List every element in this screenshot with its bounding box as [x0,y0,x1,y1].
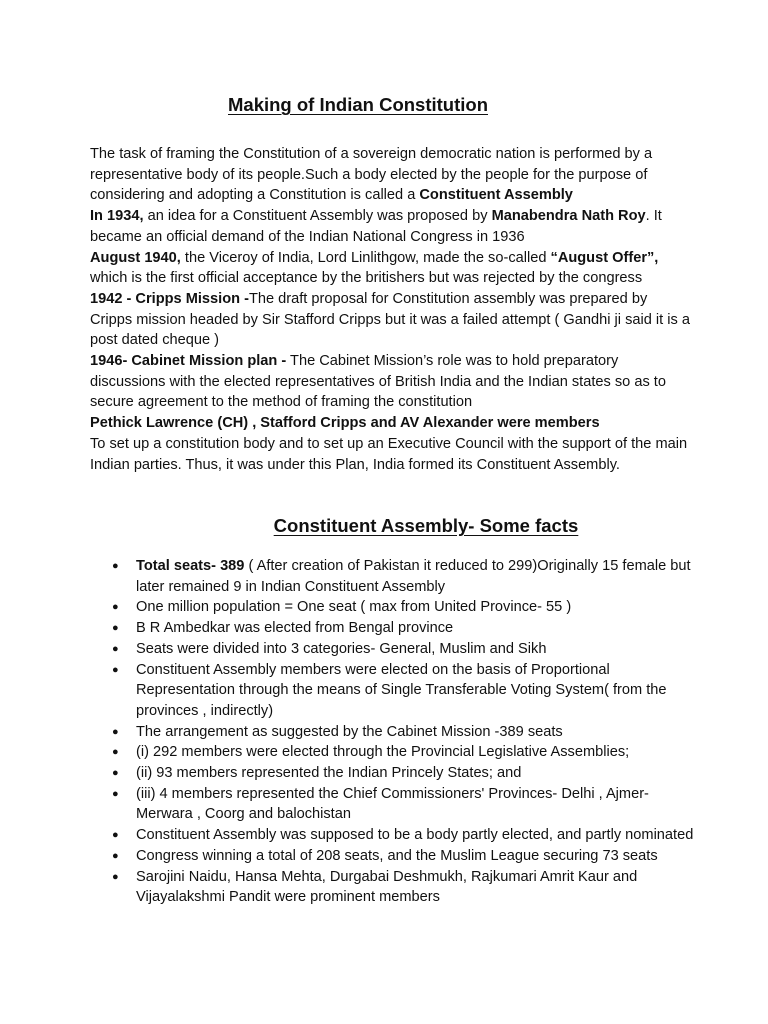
bold-text-span: 1946- Cabinet Mission plan - [90,353,287,370]
text-span: (iii) 4 members represented the Chief Commissioners' Provinces- Delhi , Ajmer-Merwara , Coorg and balochistan [136,785,649,823]
text-span: B R Ambedkar was elected from Bengal province [136,620,454,637]
paragraph [90,434,690,475]
text-span: To set up a constitution body and to set up an Executive Council with the support of the main Indian parties. Thus, it was under this Plan, India formed its Constituent Assembly. [90,435,688,473]
section-title: Constituent Assembly- Some facts [273,515,579,536]
text-span: The arrangement as suggested by the Cabinet Mission -389 seats [136,723,563,740]
text-span: (i) 292 members were elected through the Provincial Legislative Assemblies; [136,744,630,761]
text-span: Seats were divided into 3 categories- General, Muslim and Sikh [136,640,547,657]
list-item [136,597,696,618]
text-span: (ii) 93 members represented the Indian Princely States; and [136,765,522,782]
list-item [136,639,696,660]
text-span: Sarojini Naidu, Hansa Mehta, Durgabai Deshmukh, Rajkumari Amrit Kaur and Vijayalakshmi Pandit were prominent members [136,868,638,906]
paragraph [90,248,690,289]
text-span: Congress winning a total of 208 seats, and the Muslim League securing 73 seats [136,847,658,864]
paragraph [90,144,690,206]
bold-text-span: Total seats- 389 [136,558,245,574]
list-item [136,867,696,908]
bold-text-span: “August Offer”, [550,249,659,266]
bold-text-span: August 1940, [90,249,181,266]
bold-text-span: Constituent Assembly [419,187,573,204]
paragraph [90,206,690,247]
paragraph [90,289,690,351]
list-item [136,742,696,763]
text-span: The task of framing the Constitution of a sovereign democratic nation is performed by a representative body of its people.Such a body elected by the people for the purpose of considering and adopting a Constitution is called a [90,146,653,204]
paragraph [90,351,690,413]
list-item [136,846,696,867]
list-item [136,556,696,597]
text-span: One million population = One seat ( max from United Province- 55 ) [136,599,572,616]
list-item [136,763,696,784]
bold-text-span: Pethick Lawrence (CH) , Stafford Cripps and AV Alexander were members [90,415,600,432]
text-span: . It became an official demand of the Indian National Congress in 1936 [90,208,662,245]
text-span: Constituent Assembly members were elected on the basis of Proportional Representation through the means of Single Transferable Voting System( from the provinces , indirectly) [136,661,667,719]
text-span: The draft proposal for Constitution assembly was prepared by Cripps mission headed by Sir Stafford Cripps but it was a failed attempt ( Gandhi ji said it is a post dated cheque ) [90,290,690,349]
text-span: an idea for a Constituent Assembly was proposed by [143,208,492,225]
intro-body [90,144,690,475]
facts-list [136,556,696,908]
text-span: which is the first official acceptance by the britishers but was rejected by the congress [90,270,643,287]
paragraph [90,413,690,434]
list-item [136,825,696,846]
text-span: the Viceroy of India, Lord Linlithgow, made the so-called [180,249,551,266]
list-item [136,722,696,743]
text-span: Constituent Assembly was supposed to be a body partly elected, and partly nominated [136,827,694,844]
bold-text-span: In 1934, [90,208,144,225]
text-span: The Cabinet Mission’s role was to hold preparatory discussions with the elected representatives of British India and the Indian states so as to secure agreement to the method of framing the constitution [90,353,666,411]
list-item [136,660,696,722]
bold-text-span: 1942 - Cripps Mission - [90,290,249,307]
page-title: Making of Indian Constitution [228,94,488,115]
list-item [136,784,696,825]
bold-text-span: Manabendra Nath Roy [491,208,646,225]
list-item [136,618,696,639]
text-span: ( After creation of Pakistan it reduced to 299)Originally 15 female but later remained 9 in Indian Constituent Assembly [136,558,691,595]
